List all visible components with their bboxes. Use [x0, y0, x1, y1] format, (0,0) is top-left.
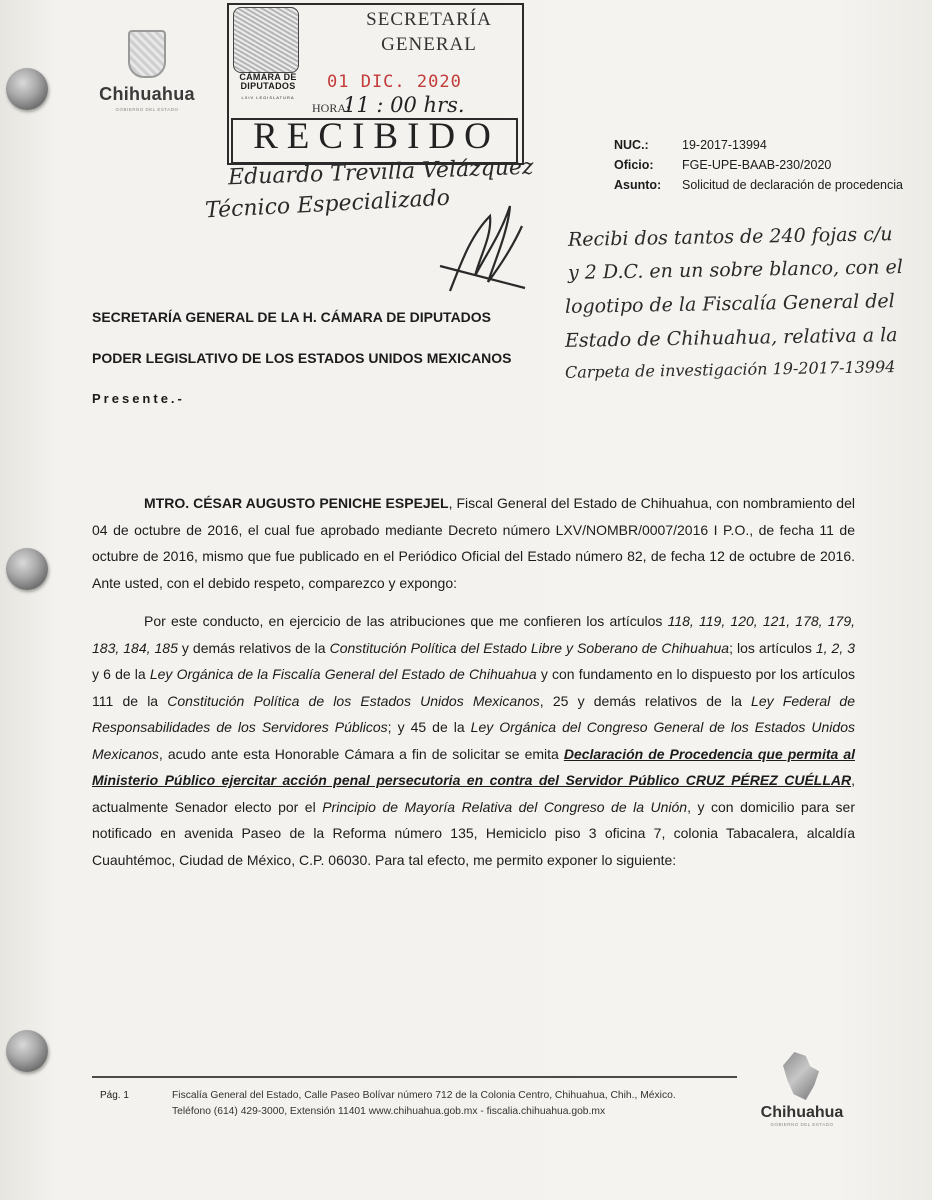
- footer-address: [172, 1088, 676, 1120]
- p2-text-f: , 25 y demás relativos de la: [539, 692, 752, 709]
- footer-line1: Fiscalía General del Estado, Calle Paseo Bolívar número 712 de la Colonia Centro, Chihuahua, Chih., México.: [172, 1090, 676, 1101]
- page-number: Pág. 1: [100, 1090, 129, 1101]
- p2-text-b: y demás relativos de la: [177, 639, 330, 656]
- p2-text-j: , y con domicilio para ser notificado en avenida Paseo de la Reforma número 135, Hemiciclo piso 3 oficina 7, colonia Tabacalera, alcaldía Cuauhtémoc, Ciudad de México, C.P. 06030. Para tal efecto, me permito exponer lo siguiente:: [92, 798, 856, 868]
- nuc-row: [614, 135, 914, 155]
- congress-seal-icon: [233, 7, 299, 73]
- p2-congress-law: Ley Orgánica del Congreso General de los Estados Unidos Mexicanos: [92, 719, 855, 762]
- p2-state-constitution: Constitución Política del Estado Libre y Soberano de Chihuahua: [329, 639, 730, 656]
- stamp-office-line1: SECRETARÍA: [366, 9, 492, 30]
- coat-of-arms-icon: [128, 30, 166, 78]
- p2-federal-constitution: Constitución Política de los Estados Unidos Mexicanos: [167, 692, 540, 709]
- handwritten-receiver-name: Eduardo Trevilla Velázquez: [227, 154, 534, 191]
- state-map-icon: [783, 1052, 821, 1100]
- chihuahua-logo-top: [92, 30, 202, 112]
- nuc-value: 19-2017-13994: [682, 138, 767, 152]
- stamp-recibido: RECIBIDO: [253, 116, 500, 157]
- handwritten-note-line1: Recibi dos tantos de 240 fojas c/u: [567, 223, 893, 251]
- addressee-line1: SECRETARÍA GENERAL DE LA H. CÁMARA DE DIPUTADOS: [92, 309, 492, 325]
- oficio-row: [614, 155, 914, 175]
- paragraph-2: [92, 608, 855, 873]
- p2-organic-law: Ley Orgánica de la Fiscalía General del Estado de Chihuahua: [149, 666, 537, 682]
- handwritten-note-line5: Carpeta de investigación 19-2017-13994: [564, 357, 896, 382]
- footer-line2: Teléfono (614) 429-3000, Extensión 11401 www.chihuahua.gob.mx - fiscalia.chihuahua.gob.mx: [172, 1106, 606, 1117]
- p2-text-e: y con fundamento en lo dispuesto por los artículos 111 de la: [92, 666, 855, 709]
- handwritten-receiver-role: Técnico Especializado: [204, 185, 451, 224]
- stamp-camara-line1: CÁMARA DE: [239, 72, 297, 82]
- p2-text-c: ; los artículos: [729, 639, 816, 656]
- greeting: Presente.-: [92, 391, 185, 406]
- p2-declaration: Declaración de Procedencia que permita al Ministerio Público ejercitar acción penal persecutoria en contra del Servidor Público CRUZ PÉREZ CUÉLLAR: [92, 745, 855, 788]
- footer-divider: [92, 1076, 737, 1078]
- letter-body: [92, 490, 855, 885]
- stamp-office: [339, 7, 519, 57]
- binder-hole: [6, 548, 48, 590]
- stamp-office-line2: GENERAL: [381, 34, 477, 55]
- brand-subtitle: GOBIERNO DEL ESTADO: [115, 107, 179, 112]
- received-stamp: [227, 3, 522, 163]
- p2-principle: Principio de Mayoría Relativa del Congreso de la Unión: [322, 798, 688, 815]
- handwritten-note-line3: logotipo de la Fiscalía General del: [564, 290, 895, 318]
- document-metadata: [614, 135, 914, 195]
- asunto-label: Asunto:: [614, 178, 662, 192]
- oficio-label: Oficio:: [614, 158, 654, 172]
- asunto-value: Solicitud de declaración de procedencia: [682, 178, 903, 192]
- sender-name: MTRO. CÉSAR AUGUSTO PENICHE ESPEJEL: [144, 495, 449, 511]
- handwritten-signature: [430, 196, 540, 306]
- stamp-hora-label: HORA:: [312, 101, 350, 115]
- handwritten-note-line2: y 2 D.C. en un sobre blanco, con el: [567, 256, 904, 284]
- addressee-line2: PODER LEGISLATIVO DE LOS ESTADOS UNIDOS MEXICANOS: [92, 350, 512, 366]
- brand-name: Chihuahua: [99, 84, 195, 104]
- brand-subtitle-bottom: GOBIERNO DEL ESTADO: [770, 1122, 834, 1127]
- nuc-label: NUC.:: [614, 138, 649, 152]
- stamp-camara: [233, 73, 303, 102]
- handwritten-note-line4: Estado de Chihuahua, relativa a la: [564, 324, 898, 352]
- chihuahua-logo-bottom: [752, 1052, 852, 1127]
- p2-federal-law: Ley Federal de Responsabilidades de los Servidores Públicos: [92, 692, 855, 735]
- p2-text-i: , actualmente Senador electo por el: [92, 772, 855, 815]
- binder-hole: [6, 68, 48, 110]
- stamp-hora-value: 11 : 00 hrs.: [343, 93, 465, 117]
- binder-hole: [6, 1030, 48, 1072]
- stamp-date: 01 DIC. 2020: [327, 72, 462, 92]
- asunto-row: [614, 175, 914, 195]
- brand-name-bottom: Chihuahua: [760, 1104, 844, 1121]
- p2-text-d: y 6 de la: [92, 666, 150, 682]
- paragraph-1-text: , Fiscal General del Estado de Chihuahua, con nombramiento del 04 de octubre de 2016, el cual fue aprobado mediante Decreto número LXV/NOMBR/0007/2016 I P.O., de fecha 11 de octubre de 2016, mismo que fue publicado en el Periódico Oficial del Estado número 82, de fecha 12 de octubre de 2016. Ante usted, con el debido respeto, comparezco y expongo:: [92, 495, 855, 591]
- p2-text-h: , acudo ante esta Honorable Cámara a fin de solicitar se emita: [158, 745, 564, 762]
- stamp-camara-line3: LXIV LEGISLATURA: [241, 95, 295, 100]
- p2-text-a: Por este conducto, en ejercicio de las atribuciones que me confieren los artículos: [144, 613, 668, 629]
- stamp-camara-line2: DIPUTADOS: [240, 81, 296, 91]
- p2-articles: 118, 119, 120, 121, 178, 179, 183, 184, 185: [92, 613, 856, 656]
- oficio-value: FGE-UPE-BAAB-230/2020: [682, 158, 832, 172]
- p2-articles-2: 1, 2, 3: [815, 639, 856, 656]
- p2-text-g: ; y 45 de la: [387, 719, 471, 735]
- paragraph-1: [92, 490, 855, 596]
